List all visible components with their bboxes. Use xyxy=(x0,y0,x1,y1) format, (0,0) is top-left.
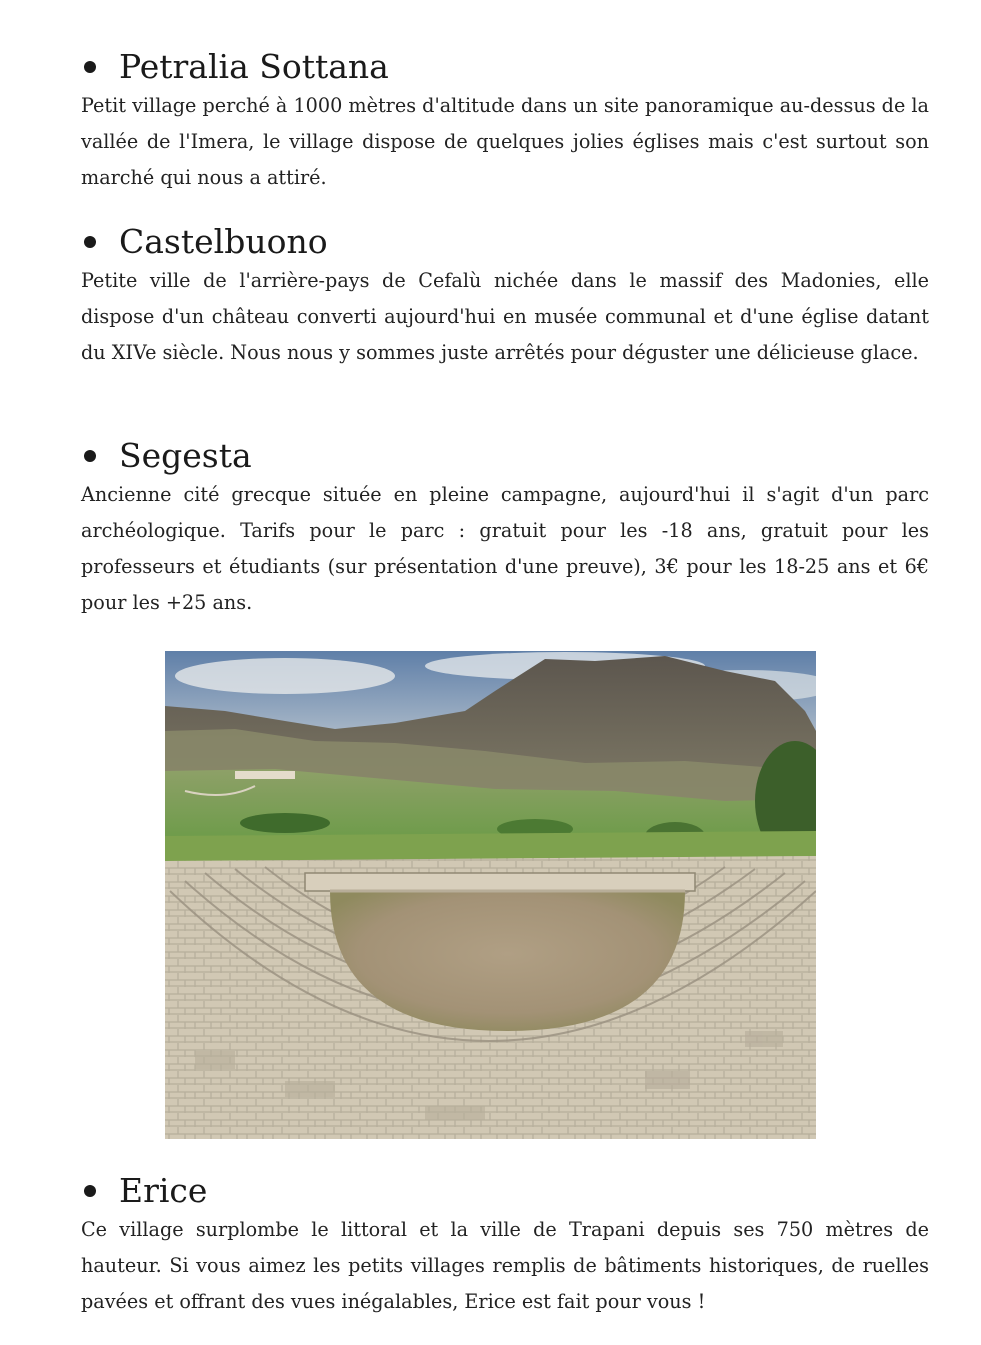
bullet-icon xyxy=(84,1185,96,1197)
section-body: Petit village perché à 1000 mètres d'altitude dans un site panoramique au-dessus de la vallée de l'Imera, le village dispose de quelques jolies églises mais c'est surtout son marché qui nous a attiré. xyxy=(81,94,929,189)
section-heading xyxy=(81,1171,929,1211)
section-body: Ce village surplombe le littoral et la ville de Trapani depuis ses 750 mètres de hauteur. Si vous aimez les petits villages remplis de bâtiments historiques, de ruelles pavées et offrant des vues inégalables, Erice est fait pour vous ! xyxy=(81,1218,929,1313)
section-erice xyxy=(81,1171,929,1320)
section-body: Ancienne cité grecque située en pleine campagne, aujourd'hui il s'agit d'un parc archéologique. Tarifs pour le parc : gratuit pour les -18 ans, gratuit pour les professeurs et étudiants (sur présentation d'une preuve), 3€ pour les 18-25 ans et 6€ pour les +25 ans. xyxy=(81,483,929,614)
bullet-icon xyxy=(84,61,96,73)
section-heading xyxy=(81,47,929,87)
section-petralia-sottana xyxy=(81,47,929,196)
section-title: Petralia Sottana xyxy=(119,47,389,86)
segesta-theatre-photo xyxy=(165,651,816,1139)
section-title: Castelbuono xyxy=(119,222,328,261)
section-body: Petite ville de l'arrière-pays de Cefalù nichée dans le massif des Madonies, elle dispose d'un château converti aujourd'hui en musée communal et d'une église datant du XIVe siècle. Nous nous y sommes juste arrêtés pour déguster une délicieuse glace. xyxy=(81,269,929,364)
section-segesta xyxy=(81,436,929,621)
section-title: Segesta xyxy=(119,436,252,475)
section-title: Erice xyxy=(119,1171,208,1210)
bullet-icon xyxy=(84,236,96,248)
section-heading xyxy=(81,436,929,476)
section-castelbuono xyxy=(81,222,929,371)
bullet-icon xyxy=(84,450,96,462)
section-heading xyxy=(81,222,929,262)
